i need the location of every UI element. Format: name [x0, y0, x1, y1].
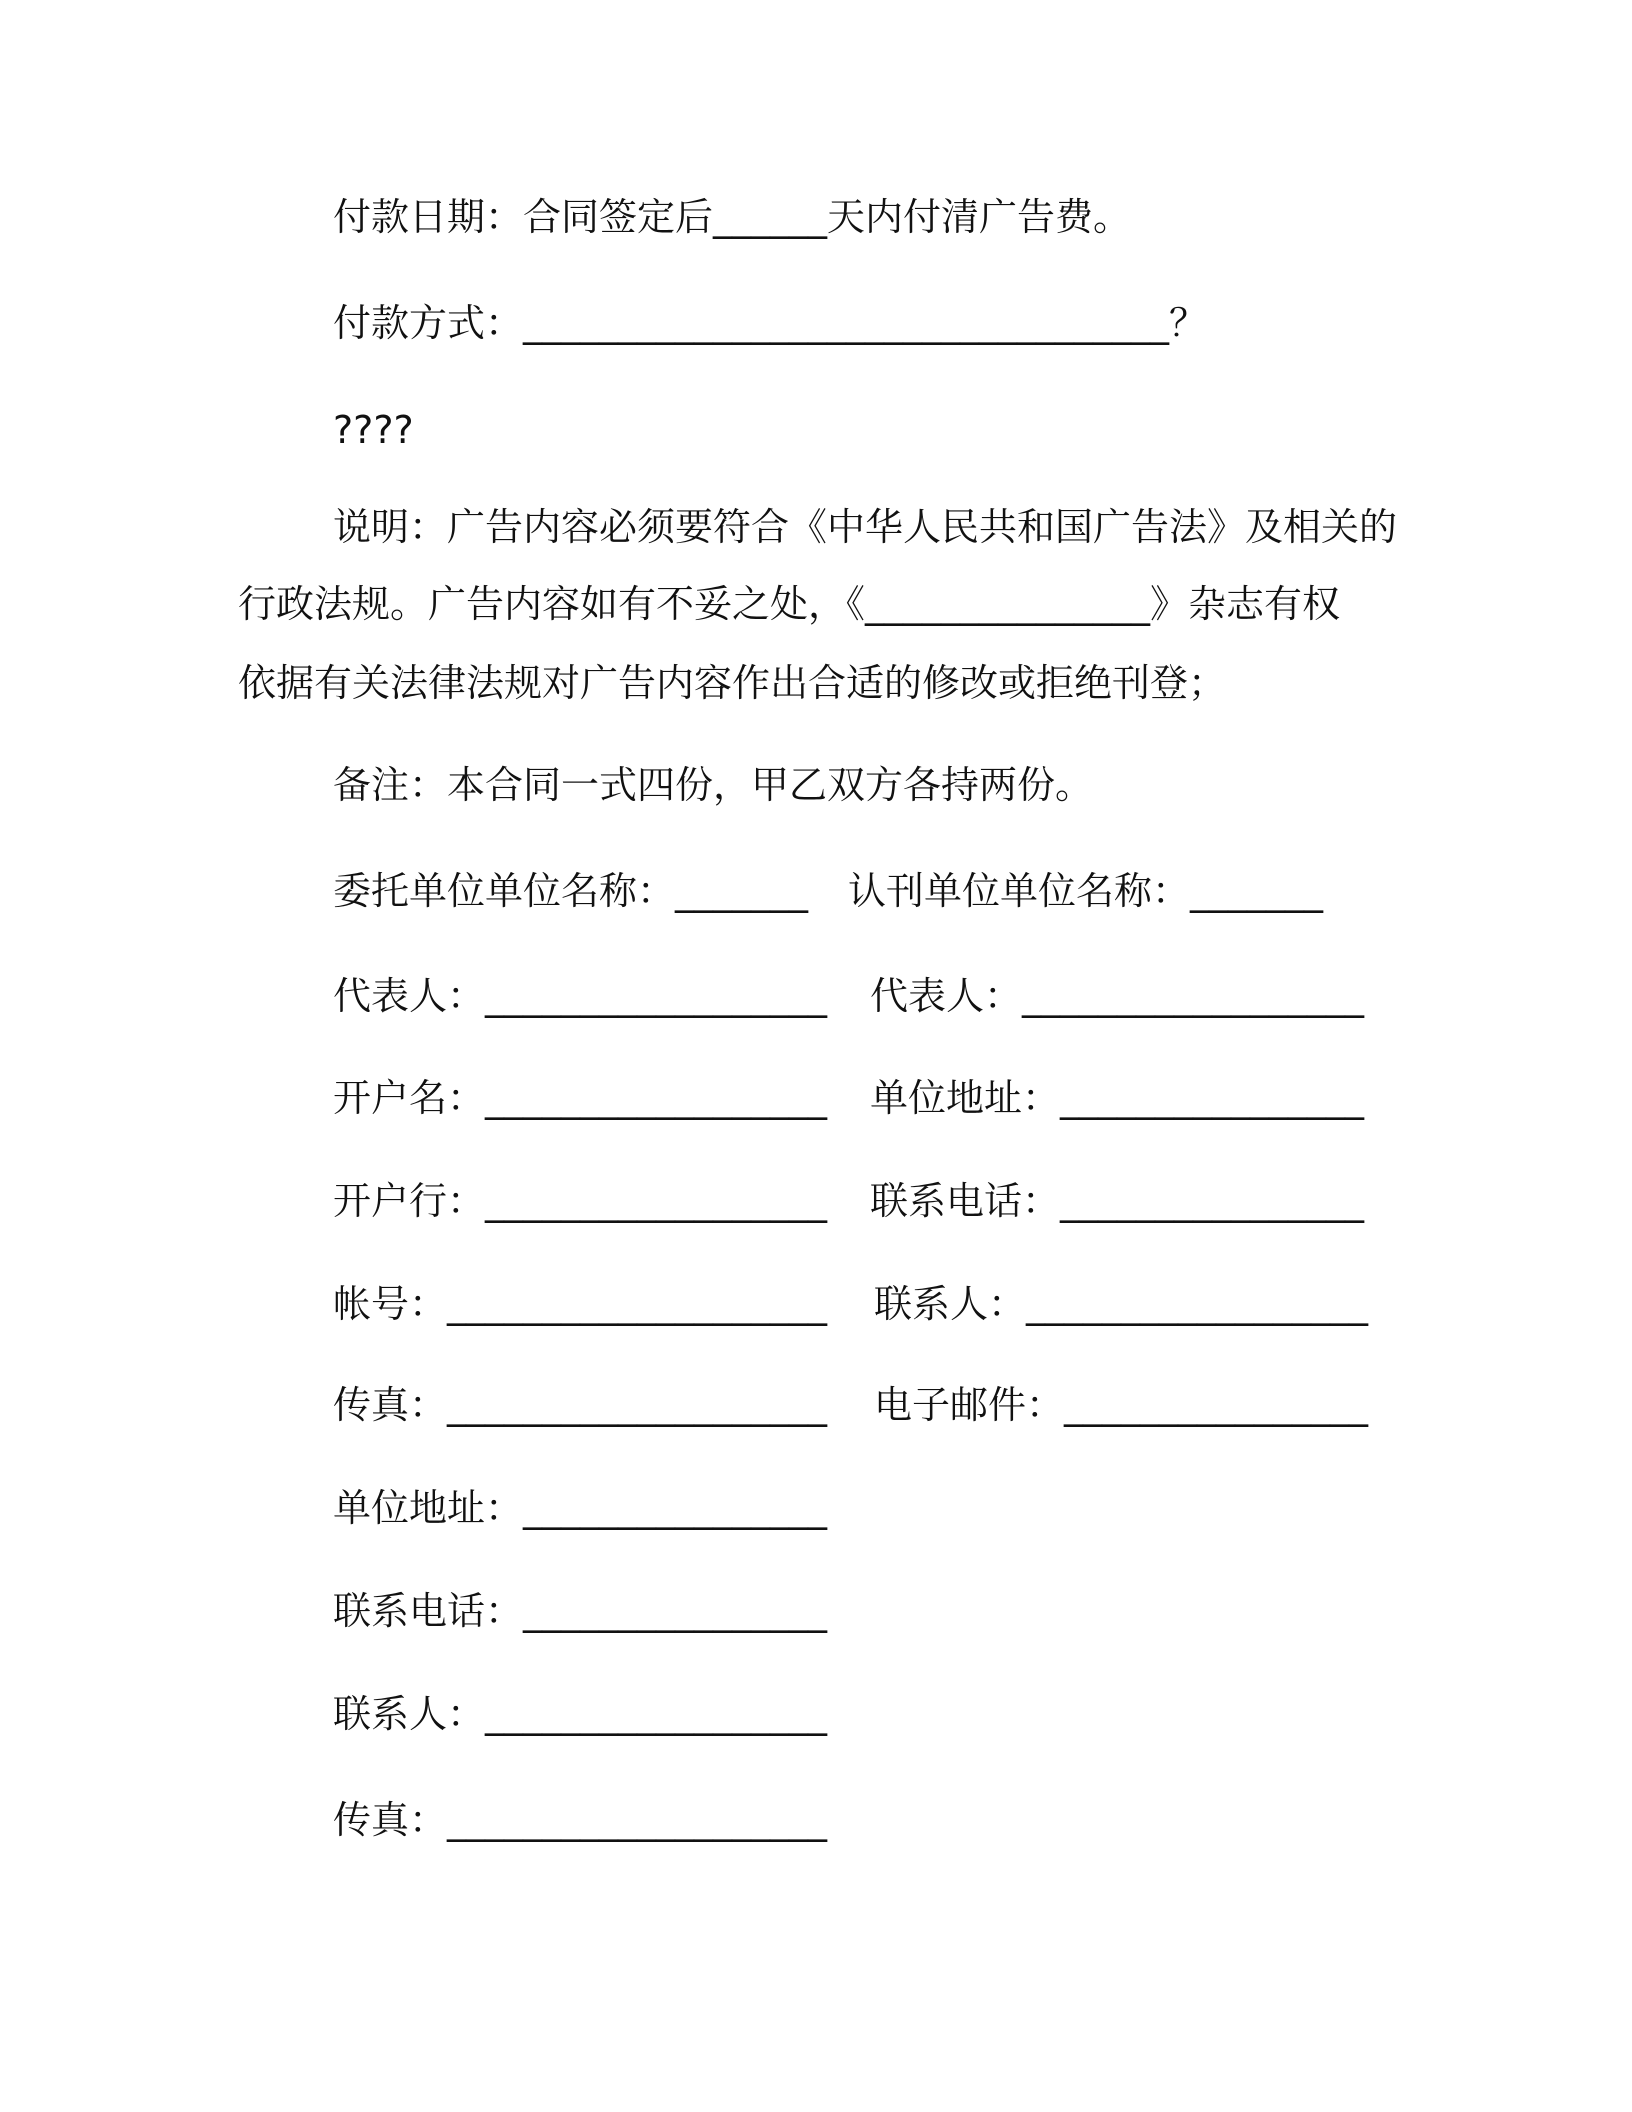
publisher-email: 电子邮件：________________	[874, 1383, 1369, 1427]
client-bank: 开户行：__________________	[333, 1179, 828, 1223]
client-unit-name: 委托单位单位名称：_______	[333, 869, 809, 913]
remark-line: 备注：本合同一式四份，甲乙双方各持两份。	[333, 763, 1094, 807]
client-fax: 传真：____________________	[333, 1383, 828, 1427]
description-line-1: 说明：广告内容必须要符合《中华人民共和国广告法》及相关的	[333, 505, 1398, 549]
publisher-address: 单位地址：________________	[870, 1076, 1365, 1120]
client-phone: 联系电话：________________	[333, 1589, 828, 1633]
client-representative: 代表人：__________________	[333, 974, 828, 1018]
payment-date-line: 付款日期：合同签定后______天内付清广告费。	[333, 195, 1132, 239]
publisher-unit-name: 认刊单位单位名称：_______	[848, 869, 1324, 913]
description-line-3: 依据有关法律法规对广告内容作出合适的修改或拒绝刊登；	[238, 661, 1227, 705]
client-account-number: 帐号：____________________	[333, 1282, 828, 1326]
client-contact: 联系人：__________________	[333, 1692, 828, 1736]
description-line-2: 行政法规。广告内容如有不妥之处，《_______________》杂志有权	[238, 582, 1341, 626]
publisher-phone: 联系电话：________________	[870, 1179, 1365, 1223]
publisher-contact: 联系人：__________________	[874, 1282, 1369, 1326]
client-account-name: 开户名：__________________	[333, 1076, 828, 1120]
publisher-representative: 代表人：__________________	[870, 974, 1365, 1018]
client-address: 单位地址：________________	[333, 1486, 828, 1530]
client-fax-2: 传真：____________________	[333, 1798, 828, 1842]
payment-method-line: 付款方式：__________________________________？	[333, 301, 1208, 345]
unknown-line: ????	[333, 408, 414, 452]
